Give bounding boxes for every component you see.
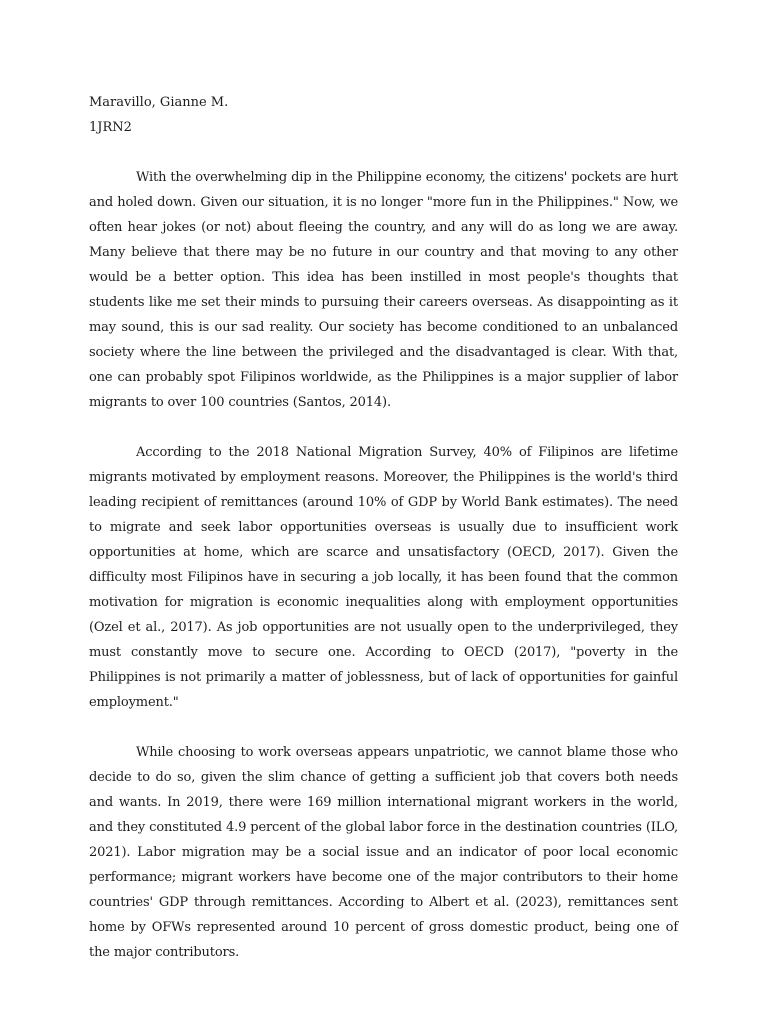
document-page	[89, 90, 678, 965]
author-name: Maravillo, Gianne M.	[89, 95, 229, 110]
paragraph-1: With the overwhelming dip in the Philippine economy, the citizens' pockets are hurt and holed down. Given our situation, it is no longer "more fun in the Philippines." Now, we often hear jokes (or not) about fleeing the country, and any will do as long we are away. Many believe that there may be no future in our country and that moving to any other would be a better option. This idea has been instilled in most people's thoughts that students like me set their minds to pursuing their careers overseas. As disappointing as it may sound, this is our sad reality. Our society has become conditioned to an unbalanced society where the line between the privileged and the disadvantaged is clear. With that, one can probably spot Filipinos worldwide, as the Philippines is a major supplier of labor migrants to over 100 countries (Santos, 2014).	[89, 170, 678, 410]
class-section: 1JRN2	[89, 120, 132, 135]
author-block	[89, 90, 678, 140]
paragraph-3: While choosing to work overseas appears unpatriotic, we cannot blame those who decide to do so, given the slim chance of getting a sufficient job that covers both needs and wants. In 2019, there were 169 million international migrant workers in the world, and they constituted 4.9 percent of the global labor force in the destination countries (ILO, 2021). Labor migration may be a social issue and an indicator of poor local economic performance; migrant workers have become one of the major contributors to their home countries' GDP through remittances. According to Albert et al. (2023), remittances sent home by OFWs represented around 10 percent of gross domestic product, being one of the major contributors.	[89, 745, 678, 960]
paragraph-2: According to the 2018 National Migration Survey, 40% of Filipinos are lifetime migrants motivated by employment reasons. Moreover, the Philippines is the world's third leading recipient of remittances (around 10% of GDP by World Bank estimates). The need to migrate and seek labor opportunities overseas is usually due to insufficient work opportunities at home, which are scarce and unsatisfactory (OECD, 2017). Given the difficulty most Filipinos have in securing a job locally, it has been found that the common motivation for migration is economic inequalities along with employment opportunities (Ozel et al., 2017). As job opportunities are not usually open to the underprivileged, they must constantly move to secure one. According to OECD (2017), "poverty in the Philippines is not primarily a matter of joblessness, but of lack of opportunities for gainful employment."	[89, 445, 678, 710]
